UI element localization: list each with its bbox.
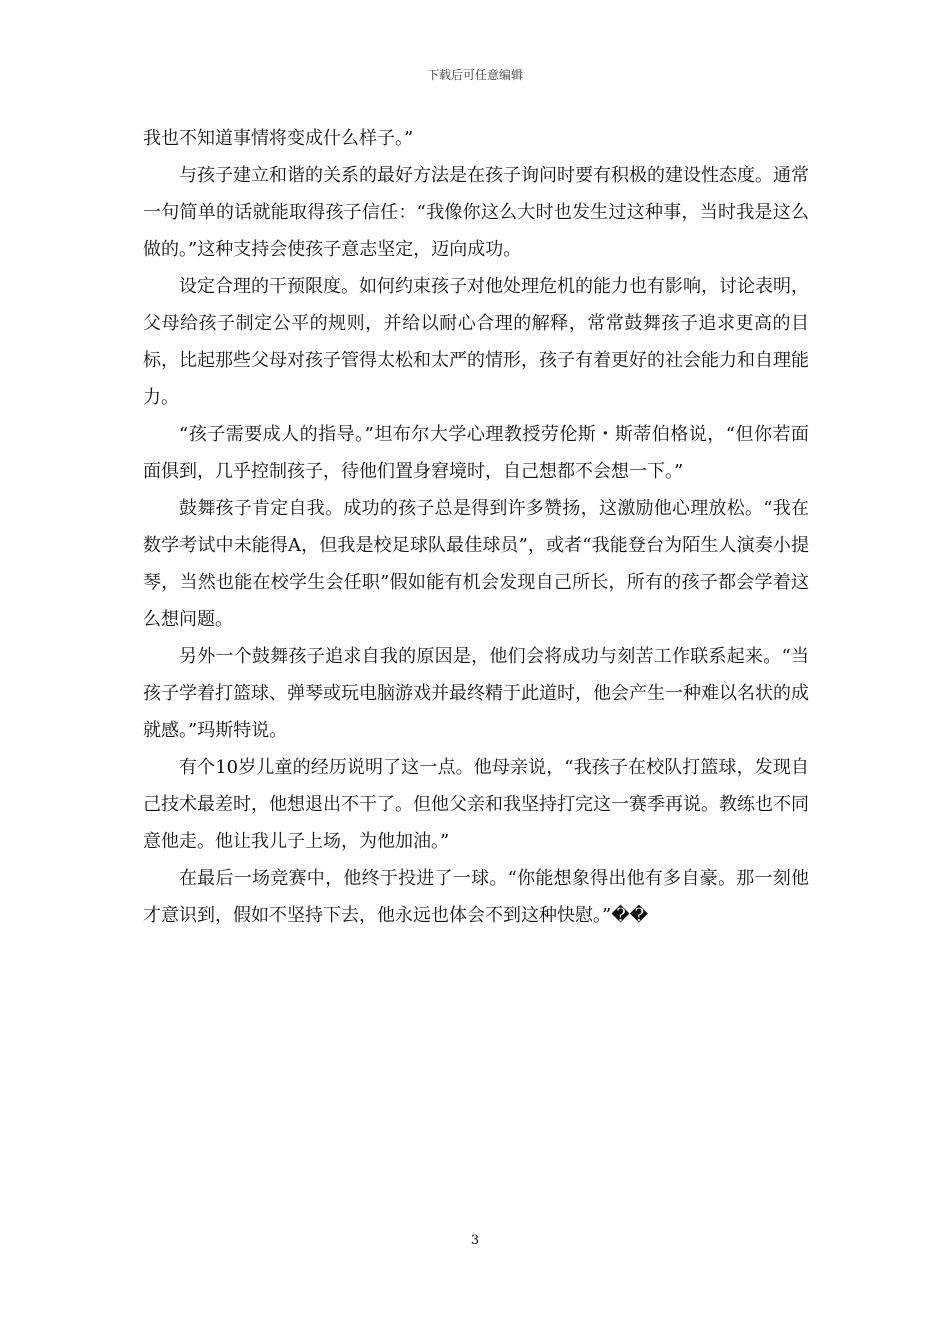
paragraph: 有个10岁儿童的经历说明了这一点。他母亲说，“我孩子在校队打篮球，发现自己技术最差时，他想退出不干了。但他父亲和我坚持打完这一赛季再说。教练也不同意他走。他让我儿子上场，为他加油。” [143,757,809,852]
paragraph: 设定合理的干预限度。如何约束孩子对他处理危机的能力也有影响，讨论表明，父母给孩子制定公平的规则，并给以耐心合理的解释，常常鼓舞孩子追求更高的目标，比起那些父母对孩子管得太松和太严的情形，孩子有着更好的社会能力和自理能力。 [143,276,809,408]
paragraph: 在最后一场竞赛中，他终于投进了一球。“你能想象得出他有多自豪。那一刻他才意识到，假如不坚持下去，他永远也体会不到这种快慰。”�� [143,868,809,926]
paragraph: 与孩子建立和谐的关系的最好方法是在孩子询问时要有积极的建设性态度。通常一句简单的话就能取得孩子信任：“我像你这么大时也发生过这种事，当时我是这么做的。”这种支持会使孩子意志坚定，迈向成功。 [143,165,809,260]
paragraph: 鼓舞孩子肯定自我。成功的孩子总是得到许多赞扬，这激励他心理放松。“我在数学考试中未能得A，但我是校足球队最佳球员”，或者“我能登台为陌生人演奏小提琴，当然也能在校学生会任职”假如能有机会发现自己所长，所有的孩子都会学着这么想问题。 [143,498,809,630]
paragraph: “孩子需要成人的指导。”坦布尔大学心理教授劳伦斯・斯蒂伯格说，“但你若面面俱到，几乎控制孩子，待他们置身窘境时，自己想都不会想一下。” [143,424,809,482]
paragraph-continuation: 我也不知道事情将变成什么样子。” [143,128,414,149]
body-text [143,120,809,934]
paragraph: 另外一个鼓舞孩子追求自我的原因是，他们会将成功与刻苦工作联系起来。“当孩子学着打篮球、弹琴或玩电脑游戏并最终精于此道时，他会产生一种难以名状的成就感。”玛斯特说。 [143,646,809,741]
page-header: 下载后可任意编辑 [426,68,523,82]
page-number: 3 [470,1233,480,1248]
